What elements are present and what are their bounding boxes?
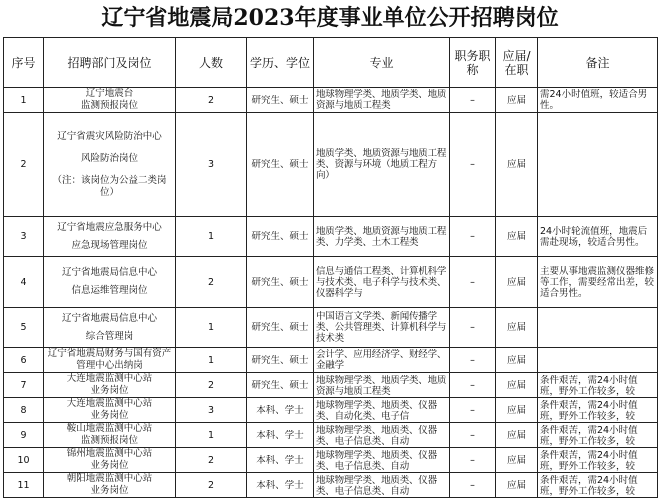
cell-no: 7 [4, 373, 44, 398]
cell-major: 地球物理学类、地质类、仪器类、电子信息类、自动 [314, 448, 450, 473]
cell-edu: 本科、学士 [247, 398, 314, 423]
header-no: 序号 [4, 38, 44, 88]
cell-title-req: – [450, 88, 496, 113]
cell-fresh: 应届 [496, 308, 538, 348]
cell-no: 9 [4, 423, 44, 448]
header-row [4, 38, 658, 88]
cell-major: 地质学类、地质资源与地质工程类、资源与环境（地质工程方向） [314, 113, 450, 217]
cell-fresh: 应届 [496, 373, 538, 398]
cell-title-req: – [450, 448, 496, 473]
cell-major: 地球物理学类、地质学类、地质资源与地质工程类 [314, 373, 450, 398]
header-fresh: 应届/在职 [496, 38, 538, 88]
cell-fresh: 应届 [496, 217, 538, 257]
recruitment-table [3, 37, 658, 498]
table-row [4, 113, 658, 217]
dept-line: 业务岗位 [90, 460, 129, 471]
cell-title-req: – [450, 113, 496, 217]
cell-major: 会计学、应用经济学、财经学、金融学 [314, 348, 450, 373]
cell-dept [44, 217, 176, 257]
cell-no: 2 [4, 113, 44, 217]
cell-dept [44, 308, 176, 348]
cell-count: 2 [176, 448, 247, 473]
header-dept: 招聘部门及岗位 [44, 38, 176, 88]
dept-line: 辽宁省地震局信息中心 [61, 312, 157, 324]
dept-line: 辽宁省震灾风险防治中心 [57, 130, 162, 142]
dept-line: 辽宁省地震应急服务中心 [57, 221, 162, 233]
cell-major: 地球物理学类、地质类、仪器类、电子信息类、自动 [314, 473, 450, 498]
cell-count: 1 [176, 348, 247, 373]
dept-line: 信息运维管理岗位 [71, 285, 148, 296]
cell-no: 4 [4, 257, 44, 308]
dept-line: 大连地震监测中心站 [66, 373, 153, 384]
cell-dept [44, 113, 176, 217]
cell-count: 3 [176, 113, 247, 217]
table-row [4, 257, 658, 308]
cell-remark: 条件艰苦，需24小时值班，野外工作较多，较 [538, 448, 658, 473]
cell-major: 信息与通信工程类、计算机科学与技术类、电子科学与技术类、仪器科学与 [314, 257, 450, 308]
cell-title-req: – [450, 423, 496, 448]
cell-fresh: 应届 [496, 473, 538, 498]
cell-dept [44, 423, 176, 448]
dept-line: 业务岗位 [90, 385, 129, 396]
cell-remark: 条件艰苦，需24小时值班，野外工作较多，较 [538, 423, 658, 448]
cell-dept [44, 473, 176, 498]
cell-fresh: 应届 [496, 257, 538, 308]
table-row [4, 373, 658, 398]
header-title-req: 职务职称 [450, 38, 496, 88]
cell-major: 地质学类、地质资源与地质工程类、力学类、土木工程类 [314, 217, 450, 257]
cell-dept [44, 398, 176, 423]
dept-line: 辽宁省地震局信息中心 [61, 267, 157, 278]
cell-major: 地球物理学类、地质类、仪器类、电子信息类、自动 [314, 423, 450, 448]
cell-no: 5 [4, 308, 44, 348]
dept-line: （注：该岗位为公益二类岗位） [52, 174, 167, 198]
cell-no: 3 [4, 217, 44, 257]
cell-count: 2 [176, 257, 247, 308]
cell-count: 2 [176, 373, 247, 398]
cell-edu: 本科、学士 [247, 423, 314, 448]
cell-major: 中国语言文学类、新闻传播学类、公共管理类、计算机科学与技术类 [314, 308, 450, 348]
table-row [4, 473, 658, 498]
dept-line: 辽宁地震台 [85, 88, 134, 99]
cell-fresh: 应届 [496, 113, 538, 217]
cell-edu: 研究生、硕士 [247, 373, 314, 398]
cell-remark: 主要从事地震监测仪器维修等工作，需要经常出差，较适合男性。 [538, 257, 658, 308]
cell-no: 11 [4, 473, 44, 498]
dept-line: 应急现场管理岗位 [71, 239, 148, 251]
cell-edu: 研究生、硕士 [247, 88, 314, 113]
cell-title-req: – [450, 398, 496, 423]
cell-edu: 研究生、硕士 [247, 113, 314, 217]
cell-edu: 本科、学士 [247, 473, 314, 498]
dept-line: 业务岗位 [90, 485, 129, 496]
cell-count: 1 [176, 423, 247, 448]
cell-title-req: – [450, 257, 496, 308]
table-row [4, 423, 658, 448]
cell-title-req: – [450, 217, 496, 257]
dept-line: 综合管理岗 [85, 330, 134, 342]
dept-line: 朝阳地震监测中心站 [66, 473, 153, 484]
cell-remark: 条件艰苦，需24小时值班，野外工作较多，较 [538, 473, 658, 498]
table-row [4, 398, 658, 423]
cell-no: 6 [4, 348, 44, 373]
cell-dept [44, 257, 176, 308]
cell-edu: 研究生、硕士 [247, 217, 314, 257]
cell-title-req: – [450, 348, 496, 373]
cell-title-req: – [450, 308, 496, 348]
cell-count: 1 [176, 217, 247, 257]
table-row [4, 88, 658, 113]
cell-remark [538, 113, 658, 217]
cell-fresh: 应届 [496, 423, 538, 448]
table-row [4, 308, 658, 348]
cell-dept [44, 348, 176, 373]
cell-remark [538, 348, 658, 373]
cell-no: 1 [4, 88, 44, 113]
cell-dept [44, 373, 176, 398]
cell-no: 10 [4, 448, 44, 473]
cell-fresh: 应届 [496, 448, 538, 473]
cell-fresh: 应届 [496, 348, 538, 373]
cell-fresh: 应届 [496, 88, 538, 113]
header-count: 人数 [176, 38, 247, 88]
cell-remark: 24小时轮流值班，地震后需赴现场，较适合男性。 [538, 217, 658, 257]
dept-line: 业务岗位 [90, 410, 129, 421]
cell-major: 地球物理学类、地质学类、地质资源与地质工程类 [314, 88, 450, 113]
table-row [4, 348, 658, 373]
cell-no: 8 [4, 398, 44, 423]
dept-line: 监测预报岗位 [80, 100, 138, 111]
cell-count: 2 [176, 473, 247, 498]
dept-line: 风险防治岗位 [80, 152, 138, 164]
header-edu: 学历、学位 [247, 38, 314, 88]
cell-remark [538, 308, 658, 348]
cell-fresh: 应届 [496, 398, 538, 423]
cell-edu: 研究生、硕士 [247, 257, 314, 308]
cell-dept [44, 448, 176, 473]
dept-line: 辽宁省地震局财务与国有资产管理中心出纳岗 [47, 348, 172, 371]
cell-count: 1 [176, 308, 247, 348]
cell-remark: 需24小时值班，较适合男性。 [538, 88, 658, 113]
cell-title-req: – [450, 473, 496, 498]
page-title: 辽宁省地震局2023年度事业单位公开招聘岗位 [101, 5, 559, 31]
cell-count: 2 [176, 88, 247, 113]
header-remark: 备注 [538, 38, 658, 88]
cell-remark: 条件艰苦，需24小时值班，野外工作较多，较 [538, 373, 658, 398]
header-major: 专业 [314, 38, 450, 88]
cell-edu: 研究生、硕士 [247, 348, 314, 373]
cell-major: 地球物理学类、地质类、仪器类、自动化类、电子信 [314, 398, 450, 423]
dept-line: 大连地震监测中心站 [66, 398, 153, 409]
dept-line: 监测预报岗位 [80, 435, 138, 446]
cell-count: 3 [176, 398, 247, 423]
cell-dept [44, 88, 176, 113]
dept-line: 鞍山地震监测中心站 [66, 423, 153, 434]
cell-remark: 条件艰苦，需24小时值班，野外工作较多，较 [538, 398, 658, 423]
cell-edu: 本科、学士 [247, 448, 314, 473]
dept-line: 锦州地震监测中心站 [66, 448, 153, 459]
cell-title-req: – [450, 373, 496, 398]
table-row [4, 217, 658, 257]
cell-edu: 研究生、硕士 [247, 308, 314, 348]
table-row [4, 448, 658, 473]
